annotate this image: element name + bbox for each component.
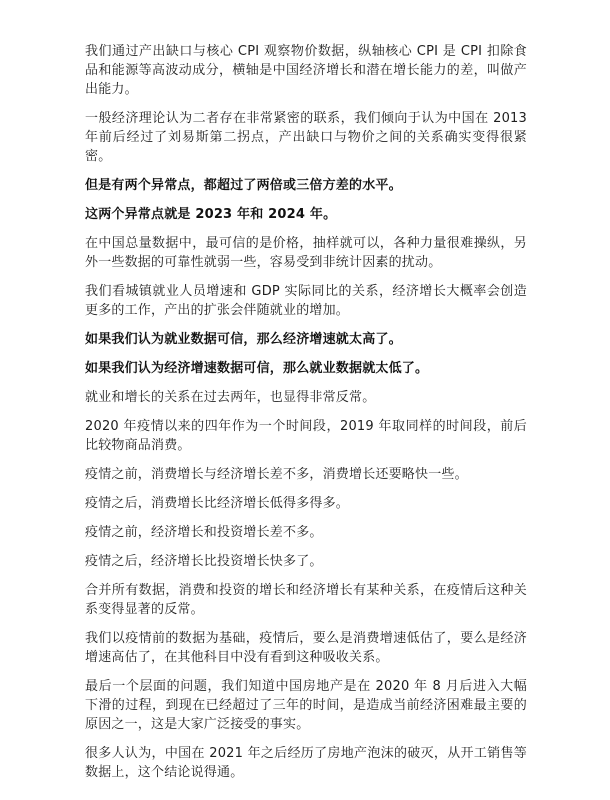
paragraph: 这两个异常点就是 2023 年和 2024 年。 (85, 207, 337, 222)
paragraph: 很多人认为，中国在 2021 年之后经历了房地产泡沫的破灭，从开工销售等数据上，这个结论说得通。 (85, 746, 527, 780)
document-body (85, 42, 527, 782)
paragraph: 但是有两个异常点，都超过了两倍或三倍方差的水平。 (85, 178, 402, 193)
paragraph: 我们看城镇就业人员增速和 GDP 实际同比的关系，经济增长大概率会创造更多的工作，产出的扩张会伴随就业的增加。 (85, 284, 527, 318)
paragraph: 2020 年疫情以来的四年作为一个时间段，2019 年取同样的时间段，前后比较物商品消费。 (85, 419, 527, 453)
paragraph: 疫情之后，经济增长比投资增长快多了。 (85, 554, 323, 569)
paragraph: 就业和增长的关系在过去两年，也显得非常反常。 (85, 390, 376, 405)
paragraph: 疫情之前，消费增长与经济增长差不多，消费增长还要略快一些。 (85, 467, 468, 482)
paragraph: 疫情之后，消费增长比经济增长低得多得多。 (85, 496, 350, 511)
paragraph: 最后一个层面的问题，我们知道中国房地产是在 2020 年 8 月后进入大幅下滑的过程，到现在已经超过了三年的时间，是造成当前经济困难最主要的原因之一，这是大家广泛接受的事实。 (85, 679, 527, 732)
paragraph: 我们以疫情前的数据为基础，疫情后，要么是消费增速低估了，要么是经济增速高估了，在其他科目中没有看到这种吸收关系。 (85, 631, 527, 665)
paragraph: 如果我们认为就业数据可信，那么经济增速就太高了。 (85, 332, 402, 347)
paragraph: 我们通过产出缺口与核心 CPI 观察物价数据，纵轴核心 CPI 是 CPI 扣除食品和能源等高波动成分，横轴是中国经济增长和潜在增长能力的差，叫做产出能力。 (85, 44, 527, 97)
paragraph: 一般经济理论认为二者存在非常紧密的联系，我们倾向于认为中国在 2013 年前后经过了刘易斯第二拐点，产出缺口与物价之间的关系确实变得很紧密。 (85, 111, 527, 164)
paragraph: 在中国总量数据中，最可信的是价格，抽样就可以，各种力量很难操纵，另外一些数据的可靠性就弱一些，容易受到非统计因素的扰动。 (85, 236, 527, 270)
paragraph: 疫情之前，经济增长和投资增长差不多。 (85, 525, 323, 540)
paragraph: 如果我们认为经济增速数据可信，那么就业数据就太低了。 (85, 361, 429, 376)
paragraph: 合并所有数据，消费和投资的增长和经济增长有某种关系，在疫情后这种关系变得显著的反常。 (85, 583, 527, 617)
